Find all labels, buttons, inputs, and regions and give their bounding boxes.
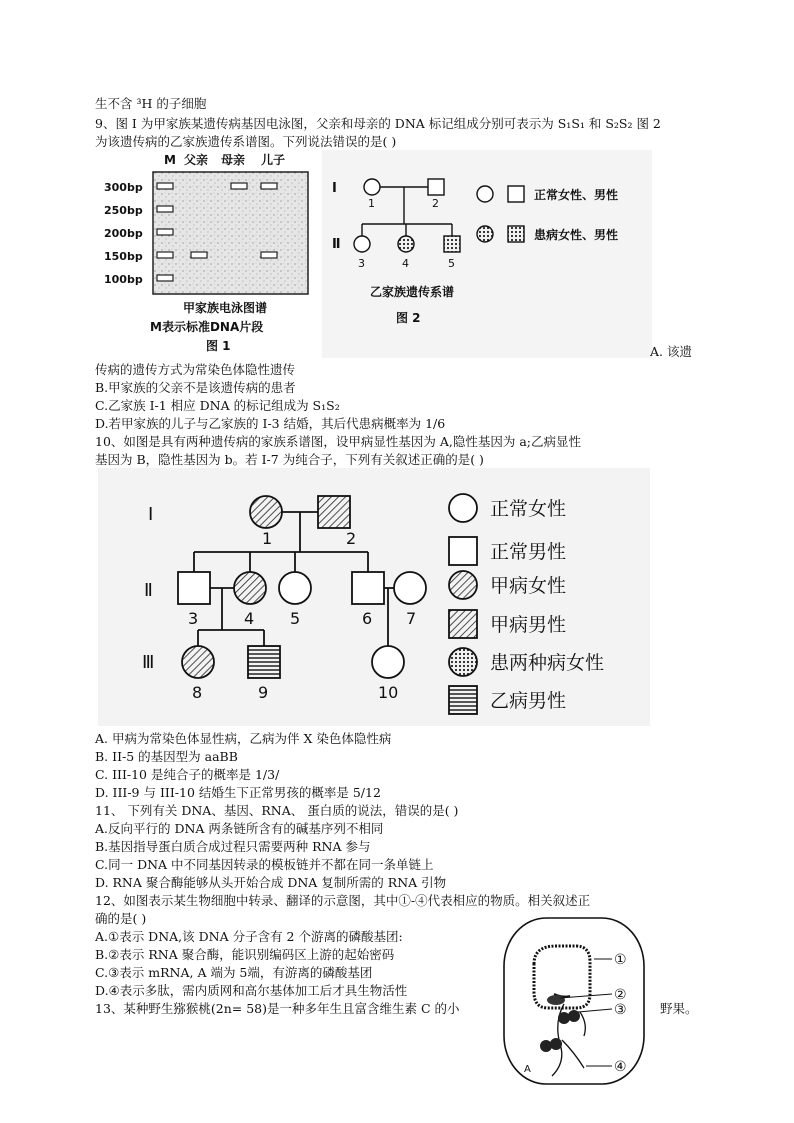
q10-stem: 10、如图是具有两种遗传病的家族系谱图，设甲病显性基因为 A,隐性基因为 a;乙病显性	[95, 434, 582, 449]
q12-option-b: B.②表示 RNA 聚合酶，能识别编码区上游的起始密码	[95, 947, 395, 962]
band	[191, 252, 207, 258]
q10-option-b: B. II-5 的基因型为 aaBB	[95, 749, 238, 764]
band	[261, 183, 277, 189]
fig1-col-son: 儿子	[261, 153, 286, 167]
legend-4: 甲病男性	[490, 614, 567, 636]
legend-6: 乙病男性	[490, 690, 567, 712]
mark-1: ①	[614, 952, 627, 968]
band	[157, 252, 173, 258]
num-4: 4	[244, 609, 255, 628]
q9-stem: 9、图 I 为甲家族某遗传病基因电泳图，父亲和母亲的 DNA 标记组成分别可表示为 S₁S₁ 和 S₂S₂ 图 2	[95, 116, 661, 131]
q11-option-b: B.基因指导蛋白质合成过程只需要两种 RNA 参与	[95, 839, 371, 854]
person-II5	[279, 572, 311, 604]
q13-stem-tail: 野果。	[660, 1001, 698, 1016]
q9-option-c: C.乙家族 I-1 相应 DNA 的标记组成为 S₁S₂	[95, 398, 340, 413]
legend-2: 正常男性	[490, 541, 567, 563]
num-2: 2	[432, 197, 439, 210]
fig2-caption: 图 2	[396, 311, 421, 325]
q10-option-d: D. III-9 与 III-10 结婚生下正常男孩的概率是 5/12	[95, 785, 381, 800]
fig1-electrophoresis	[98, 150, 313, 358]
legend-affected-female	[477, 226, 493, 242]
legend-a-male-icon	[449, 610, 477, 638]
gen-III: Ⅲ	[142, 652, 155, 673]
fig1-col-m: M	[164, 153, 176, 167]
end-label-a: A	[524, 1064, 531, 1075]
q11-option-d: D. RNA 聚合酶能够从头开始合成 DNA 复制所需的 RNA 引物	[95, 875, 447, 890]
person-II4	[234, 572, 266, 604]
q11-stem: 11、 下列有关 DNA、基因、RNA、 蛋白质的说法，错误的是( )	[95, 803, 459, 818]
person-II3	[178, 572, 210, 604]
mark-3: ③	[614, 1002, 627, 1018]
q9-option-b: B.甲家族的父亲不是该遗传病的患者	[95, 380, 296, 395]
legend-normal-male-icon	[449, 537, 477, 565]
gen-I: I	[332, 181, 337, 196]
q11-option-a: A.反向平行的 DNA 两条链所含有的碱基序列不相同	[95, 821, 384, 836]
q12-option-a: A.①表示 DNA,该 DNA 分子含有 2 个游离的磷酸基团:	[95, 929, 403, 944]
num-9: 9	[258, 683, 269, 702]
person-II6	[352, 572, 384, 604]
gel-rect	[153, 172, 308, 294]
num-3: 3	[358, 257, 365, 270]
band	[157, 275, 173, 281]
q9-option-d: D.若甲家族的儿子与乙家族的 I-3 结婚，其后代患病概率为 1/6	[95, 416, 446, 431]
mark-4: ④	[614, 1059, 627, 1075]
num-1: 1	[262, 529, 273, 548]
fig12-cell	[494, 912, 654, 1088]
q12-option-d: D.④表示多肽，需内质网和高尔基体加工后才具生物活性	[95, 983, 408, 998]
fig1-col-father: 父亲	[184, 153, 209, 167]
person-II7	[394, 572, 426, 604]
num-4: 4	[402, 257, 409, 270]
fig2-title: 乙家族遗传系谱	[370, 285, 455, 299]
person-II3	[354, 236, 370, 252]
ladder-100: 100bp	[104, 273, 143, 286]
q11-option-c: C.同一 DNA 中不同基因转录的模板链并不都在同一条单链上	[95, 857, 434, 872]
person-I1	[364, 179, 380, 195]
num-3: 3	[188, 609, 199, 628]
person-III8	[182, 646, 214, 678]
q9-option-a-tail: A. 该遗	[650, 344, 692, 359]
q10-option-c: C. III-10 是纯合子的概率是 1/3/	[95, 767, 280, 782]
fig2-pedigree	[322, 150, 652, 358]
legend-both-female-icon	[449, 648, 477, 676]
person-III9	[248, 646, 280, 678]
gen-I: Ⅰ	[148, 504, 154, 525]
num-8: 8	[192, 683, 203, 702]
text-line: 生不含 ³H 的子细胞	[95, 96, 207, 111]
legend-a-female-icon	[449, 571, 477, 599]
person-I2	[318, 496, 350, 528]
legend-normal: 正常女性、男性	[534, 188, 619, 202]
band	[157, 206, 173, 212]
ladder-200: 200bp	[104, 227, 143, 240]
fig1-caption3: 图 1	[206, 339, 231, 353]
q12-stem-cont: 确的是( )	[95, 911, 147, 926]
band	[157, 183, 173, 189]
fig1-caption1: 甲家族电泳图谱	[183, 301, 268, 315]
q9-stem-cont: 为该遗传病的乙家族遗传系谱图。下列说法错误的是( )	[95, 134, 397, 149]
num-10: 10	[378, 683, 399, 702]
ladder-300: 300bp	[104, 181, 143, 194]
band	[157, 229, 173, 235]
legend-b-male-icon	[449, 686, 477, 714]
legend-affected: 患病女性、男性	[534, 228, 619, 242]
num-5: 5	[448, 257, 455, 270]
legend-5: 患两种病女性	[490, 652, 605, 674]
num-2: 2	[346, 529, 357, 548]
q12-option-c: C.③表示 mRNA, A 端为 5端，有游离的磷酸基团	[95, 965, 373, 980]
legend-1: 正常女性	[490, 498, 567, 520]
person-I2	[428, 179, 444, 195]
num-1: 1	[368, 197, 375, 210]
mark-2: ②	[614, 987, 627, 1003]
num-7: 7	[406, 609, 417, 628]
legend-normal-female	[477, 186, 493, 202]
q13-stem: 13、某种野生猕猴桃(2n= 58)是一种多年生且富含维生素 C 的小	[95, 1001, 460, 1016]
legend-3: 甲病女性	[490, 575, 567, 597]
ladder-150: 150bp	[104, 250, 143, 263]
legend-affected-male	[508, 226, 524, 242]
person-II4	[398, 236, 414, 252]
fig1-caption2: M表示标准DNA片段	[150, 320, 264, 334]
legend-normal-female-icon	[449, 494, 477, 522]
q12-stem: 12、如图表示某生物细胞中转录、翻译的示意图，其中①-④代表相应的物质。相关叙述正	[95, 893, 591, 908]
fig10-pedigree	[98, 468, 650, 726]
band	[261, 252, 277, 258]
gen-II: Ⅱ	[144, 580, 153, 601]
person-I1	[250, 496, 282, 528]
ladder-250: 250bp	[104, 204, 143, 217]
legend-normal-male	[508, 186, 524, 202]
q9-option-a: 传病的遗传方式为常染色体隐性遗传	[95, 362, 296, 377]
q10-stem-cont: 基因为 B，隐性基因为 b。若 I-7 为纯合子，下列有关叙述正确的是( )	[95, 452, 484, 467]
band	[231, 183, 247, 189]
gen-II: Ⅱ	[332, 237, 341, 252]
person-III10	[372, 646, 404, 678]
q10-option-a: A. 甲病为常染色体显性病，乙病为伴 X 染色体隐性病	[95, 731, 392, 746]
num-6: 6	[362, 609, 373, 628]
fig1-col-mother: 母亲	[221, 153, 246, 167]
num-5: 5	[290, 609, 301, 628]
person-II5	[444, 236, 460, 252]
